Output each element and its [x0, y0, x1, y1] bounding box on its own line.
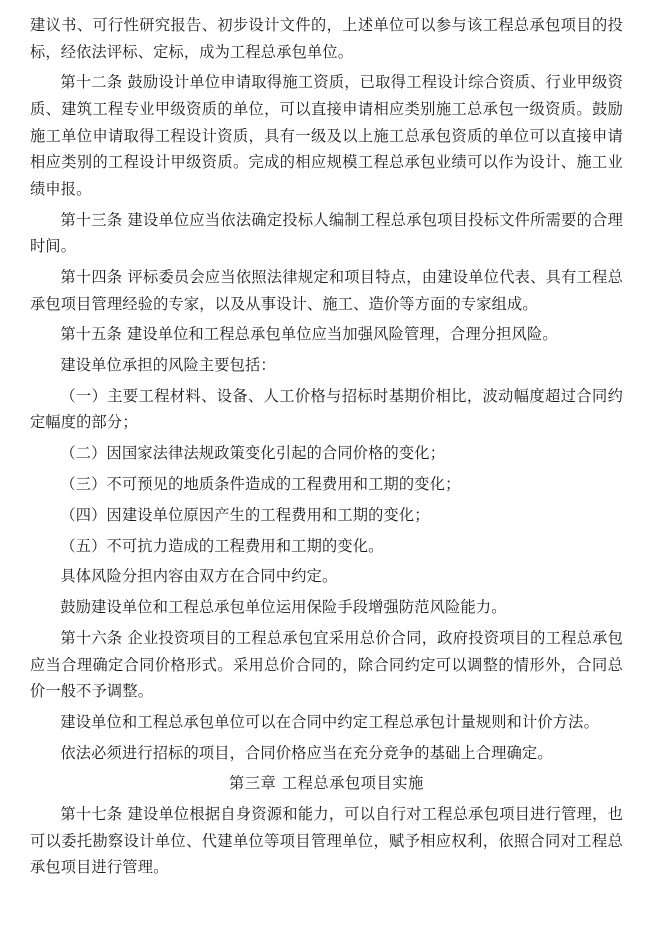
- paragraph: （一）主要工程材料、设备、人工价格与招标时基期价相比，波动幅度超过合同约定幅度的部分；: [30, 386, 623, 432]
- paragraph: 建议书、可行性研究报告、初步设计文件的，上述单位可以参与该工程总承包项目的投标，经依法评标、定标，成为工程总承包单位。: [30, 16, 623, 61]
- paragraph: （五）不可抗力造成的工程费用和工期的变化。: [60, 536, 384, 555]
- document-body: [30, 12, 623, 766]
- paragraph: 建设单位和工程总承包单位可以在合同中约定工程总承包计量规则和计价方法。: [60, 712, 599, 731]
- chapter-heading: 第三章 工程总承包项目实施: [229, 774, 424, 793]
- paragraph: 第十四条 评标委员会应当依照法律规定和项目特点，由建设单位代表、具有工程总承包项目管理经验的专家，以及从事设计、施工、造价等方面的专家组成。: [30, 267, 623, 313]
- paragraph: （三）不可预见的地质条件造成的工程费用和工期的变化；: [60, 475, 461, 493]
- paragraph: （二）因国家法律法规政策变化引起的合同价格的变化；: [60, 444, 446, 463]
- paragraph: 建设单位承担的风险主要包括：: [60, 356, 276, 375]
- paragraph: （四）因建设单位原因产生的工程费用和工期的变化；: [60, 505, 430, 524]
- paragraph: 第十二条 鼓励设计单位申请取得施工资质，已取得工程设计综合资质、行业甲级资质、建筑工程专业甲级资质的单位，可以直接申请相应类别施工总承包一级资质。鼓励施工单位申请取得工程设计资质，具有一级及以上施工总承包资质的单位可以直接申请相应类别的工程设计甲级资质。完成的相应规模工程总承包业绩可以作为设计、施工业绩申报。: [30, 73, 623, 198]
- paragraph: 第十三条 建设单位应当依法确定投标人编制工程总承包项目投标文件所需要的合理时间。: [30, 210, 623, 256]
- paragraph: 依法必须进行招标的项目，合同价格应当在充分竞争的基础上合理确定。: [60, 743, 553, 762]
- paragraph: 第十六条 企业投资项目的工程总承包宜采用总价合同，政府投资项目的工程总承包应当合理确定合同价格形式。采用总价合同的，除合同约定可以调整的情形外，合同总价一般不予调整。: [30, 628, 623, 701]
- paragraph: 具体风险分担内容由双方在合同中约定。: [60, 567, 338, 586]
- chapter-body: [30, 801, 623, 881]
- paragraph: 第十五条 建设单位和工程总承包单位应当加强风险管理，合理分担风险。: [60, 325, 558, 344]
- paragraph: 鼓励建设单位和工程总承包单位运用保险手段增强防范风险能力。: [60, 598, 507, 617]
- paragraph: 第十七条 建设单位根据自身资源和能力，可以自行对工程总承包项目进行管理，也可以委托勘察设计单位、代建单位等项目管理单位，赋予相应权利，依照合同对工程总承包项目进行管理。: [30, 805, 623, 877]
